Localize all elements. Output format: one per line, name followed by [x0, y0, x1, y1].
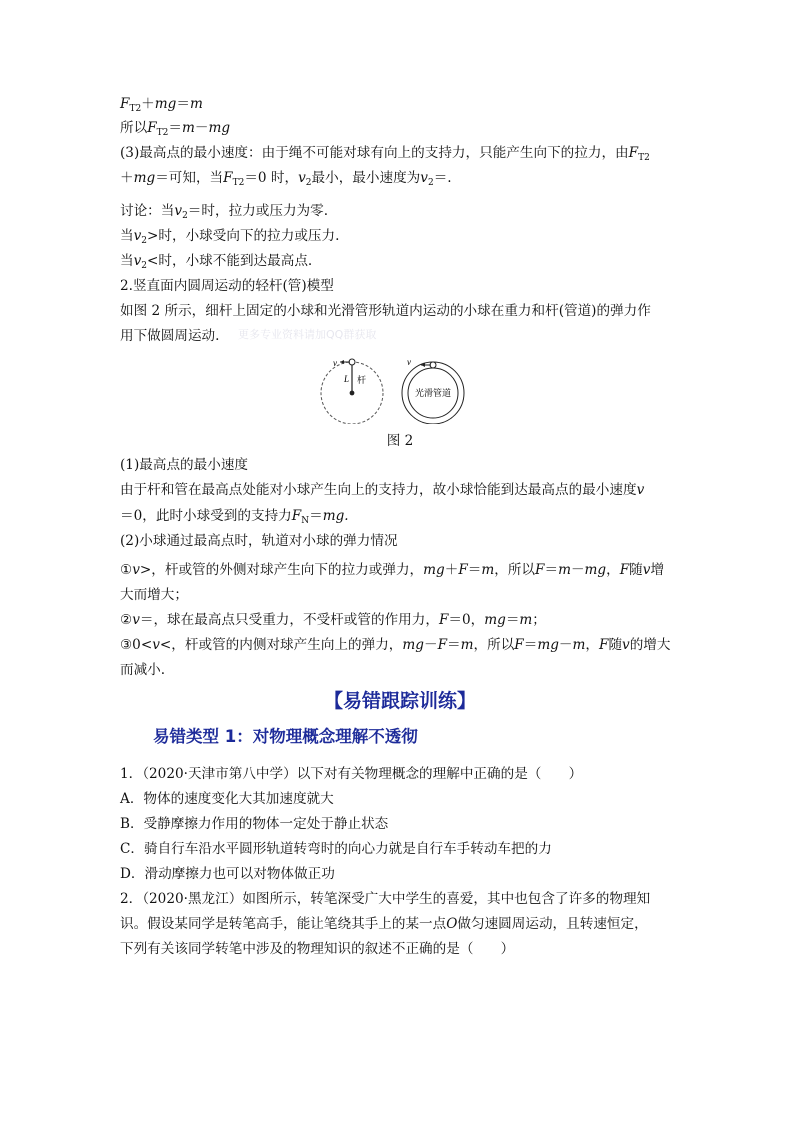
rod-center-dot: [350, 391, 355, 396]
paragraph-line-14: (2)小球通过最高点时，轨道对小球的弹力情况: [120, 533, 398, 549]
paragraph-line-17: ②v＝，球在最高点只受重力，不受杆或管的作用力，F＝0，mg＝m；: [120, 612, 546, 628]
section-heading: 【易错跟踪训练】: [323, 690, 476, 712]
figure-2-diagram: [320, 352, 480, 424]
tube-label: 光滑管道: [414, 389, 452, 399]
formula-line-1: $F_{T2}+mg=m$: [120, 96, 203, 114]
question-1-option-d: D．滑动摩擦力也可以对物体做正功: [120, 866, 335, 882]
paragraph-line-6: 当$v_2>$时，小球受向下的拉力或压力.: [120, 228, 340, 246]
paragraph-line-18: ③0<v<，杆或管的内侧对球产生向上的弹力，mg－F＝m，所以F＝mg－m，F随v的增大: [120, 637, 671, 653]
paragraph-line-16: 大而增大；: [120, 587, 188, 603]
paragraph-line-5: 讨论：当$v_2=$时，拉力或压力为零.: [120, 203, 329, 221]
paragraph-line-10: 用下做圆周运动.: [120, 328, 220, 344]
paragraph-line-13: ＝0，此时小球受到的支持力$F_N=mg$.: [120, 508, 349, 526]
paragraph-line-4: ＋mg＝可知，当$F_{T2}=0$ 时，$v_2$最小，最小速度为$v_2=$.: [120, 170, 452, 188]
question-2-line-2: 识。假设某同学是转笔高手，能让笔绕其手上的某一点O做匀速圆周运动，且转速恒定，: [120, 916, 648, 932]
figure-caption: 图 2: [386, 433, 414, 449]
formula-line-2: 所以$F_{T2}=m-mg$: [120, 120, 231, 138]
rod-v-label: v: [333, 358, 337, 368]
question-2-line-1: 2．（2020·黑龙江）如图所示，转笔深受广大中学生的喜爱，其中也包含了许多的物理知: [120, 891, 651, 907]
paragraph-line-9: 如图 2 所示，细杆上固定的小球和光滑管形轨道内运动的小球在重力和杆(管道)的弹力作: [120, 303, 651, 319]
rod-label: 杆: [357, 376, 367, 386]
question-2-line-3: 下列有关该同学转笔中涉及的物理知识的叙述不正确的是（ ）: [120, 941, 515, 957]
paragraph-line-15: ①v>，杆或管的外侧对球产生向下的拉力或弹力，mg＋F＝m，所以F＝m－mg，F随v增: [120, 562, 665, 578]
tube-v-label: v: [407, 357, 411, 367]
question-1-option-b: B．受静摩擦力作用的物体一定处于静止状态: [120, 816, 389, 832]
paragraph-line-8: 2.竖直面内圆周运动的轻杆(管)模型: [120, 278, 334, 294]
question-1-stem: 1．（2020·天津市第八中学）以下对有关物理概念的理解中正确的是（ ）: [120, 766, 583, 782]
paragraph-line-3: (3)最高点的最小速度：由于绳不可能对球有向上的支持力，只能产生向下的拉力，由$F_{T2}$: [120, 145, 650, 163]
sub-heading: 易错类型 1：对物理概念理解不透彻: [153, 727, 418, 746]
paragraph-line-11: (1)最高点的最小速度: [120, 457, 249, 473]
question-1-option-c: C．骑自行车沿水平圆形轨道转弯时的向心力就是自行车手转动车把的力: [120, 841, 552, 857]
question-1-option-a: A．物体的速度变化大其加速度就大: [120, 791, 334, 807]
paragraph-line-19: 而减小.: [120, 662, 166, 678]
paragraph-line-12: 由于杆和管在最高点处能对小球产生向上的支持力，故小球恰能到达最高点的最小速度v: [120, 482, 645, 498]
watermark: 更多专业资料请加QQ群获取: [238, 328, 377, 341]
paragraph-line-7: 当$v_2<$时，小球不能到达最高点.: [120, 253, 313, 271]
rod-L-label: L: [344, 374, 350, 384]
